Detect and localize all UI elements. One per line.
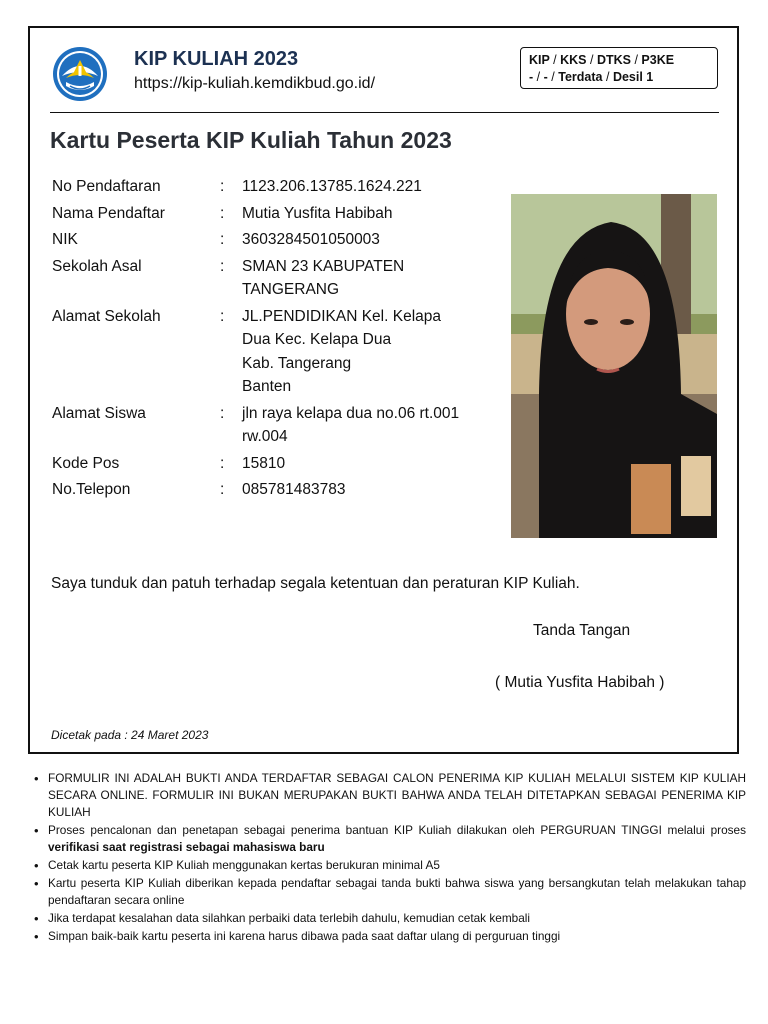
field-value-line: Banten bbox=[242, 378, 292, 395]
field-colon: : bbox=[220, 481, 225, 498]
field-colon: : bbox=[220, 231, 225, 248]
value-dtks: Terdata bbox=[558, 70, 603, 84]
participant-fields bbox=[52, 175, 492, 505]
agreement-text: Saya tunduk dan patuh terhadap segala ketentuan dan peraturan KIP Kuliah. bbox=[51, 575, 580, 592]
field-value bbox=[242, 402, 492, 449]
signature-name: ( Mutia Yusfita Habibah ) bbox=[495, 674, 665, 691]
participant-card bbox=[28, 26, 739, 754]
field-value: 1123.206.13785.1624.221 bbox=[242, 178, 422, 195]
category-box bbox=[520, 47, 718, 89]
category-labels bbox=[529, 52, 709, 69]
participant-photo bbox=[511, 194, 717, 538]
field-value-line: TANGERANG bbox=[242, 281, 340, 298]
category-separator: / bbox=[634, 53, 638, 67]
field-colon: : bbox=[220, 204, 225, 222]
field-colon: : bbox=[220, 178, 225, 195]
category-separator: / bbox=[553, 53, 557, 67]
note-item bbox=[32, 822, 746, 856]
category-p3ke: P3KE bbox=[641, 53, 675, 67]
field-label: Kode Pos bbox=[52, 454, 120, 472]
notes-list bbox=[32, 770, 746, 946]
note-item: • Kartu peserta KIP Kuliah diberikan kepada pendaftar sebagai tanda bukti bahwa siswa yang bersangkutan telah melakukan tahap pendaftaran secara online bbox=[32, 875, 746, 909]
field-label: No.Telepon bbox=[52, 481, 131, 498]
value-kip: - bbox=[529, 70, 534, 84]
signature-label: Tanda Tangan bbox=[533, 622, 631, 639]
category-separator: / bbox=[536, 70, 541, 84]
field-kode-pos bbox=[52, 452, 492, 476]
note-item: • Jika terdapat kesalahan data silahkan perbaiki data terlebih dahulu, kemudian cetak kembali bbox=[32, 910, 746, 927]
header-url: https://kip-kuliah.kemdikbud.go.id/ bbox=[134, 75, 376, 92]
category-dtks: DTKS bbox=[596, 53, 631, 67]
field-label: Sekolah Asal bbox=[52, 257, 142, 275]
note-item: • FORMULIR INI ADALAH BUKTI ANDA TERDAFTAR SEBAGAI CALON PENERIMA KIP KULIAH MELALUI SISTEM KIP KULIAH SECARA ONLINE. FORMULIR INI BUKAN MERUPAKAN BUKTI BAHWA ANDA TELAH DITETAPKAN SEBAGAI PENERIMA KIP KULIAH bbox=[32, 770, 746, 821]
note-bold-text: verifikasi saat registrasi sebagai mahasiswa baru bbox=[48, 840, 325, 854]
category-separator: / bbox=[605, 70, 610, 84]
field-colon: : bbox=[220, 307, 225, 325]
field-alamat-siswa bbox=[52, 402, 492, 449]
field-value bbox=[242, 255, 492, 302]
category-separator: / bbox=[589, 53, 594, 67]
field-no-pendaftaran bbox=[52, 175, 492, 199]
category-values bbox=[529, 69, 709, 86]
field-alamat-sekolah bbox=[52, 305, 492, 399]
field-colon: : bbox=[220, 454, 225, 472]
field-value-line: Dua Kec. Kelapa Dua bbox=[242, 331, 392, 348]
field-colon: : bbox=[220, 257, 225, 275]
value-p3ke: Desil 1 bbox=[612, 70, 654, 84]
category-kip: KIP bbox=[529, 53, 550, 67]
field-value-line: JL.PENDIDIKAN Kel. Kelapa bbox=[242, 307, 442, 325]
field-telepon bbox=[52, 478, 492, 502]
field-nik bbox=[52, 228, 492, 252]
field-label: Alamat Siswa bbox=[52, 404, 146, 422]
field-value: 15810 bbox=[242, 454, 286, 472]
field-label: NIK bbox=[52, 231, 78, 248]
field-value: Mutia Yusfita Habibah bbox=[242, 204, 393, 222]
category-separator: / bbox=[551, 70, 555, 84]
field-label: Nama Pendaftar bbox=[52, 204, 165, 222]
category-kks: KKS bbox=[560, 53, 587, 67]
header-divider bbox=[50, 112, 719, 113]
card-title: Kartu Peserta KIP Kuliah Tahun 2023 bbox=[50, 127, 452, 153]
field-sekolah-asal bbox=[52, 255, 492, 302]
field-nama-pendaftar bbox=[52, 202, 492, 226]
printed-date: Dicetak pada : 24 Maret 2023 bbox=[51, 728, 209, 742]
note-text: Proses pencalonan dan penetapan sebagai penerima bantuan KIP Kuliah dilakukan oleh PERGURUAN TINGGI melalui proses bbox=[48, 823, 746, 837]
field-value-line: Kab. Tangerang bbox=[242, 354, 352, 372]
field-value-line: SMAN 23 KABUPATEN bbox=[242, 257, 405, 275]
header-title: KIP KULIAH 2023 bbox=[134, 48, 299, 70]
field-label: Alamat Sekolah bbox=[52, 307, 161, 325]
note-item: • Simpan baik-baik kartu peserta ini karena harus dibawa pada saat daftar ulang di perguruan tinggi bbox=[32, 928, 746, 945]
field-value: 085781483783 bbox=[242, 481, 346, 498]
field-value-line: jln raya kelapa dua no.06 rt.001 bbox=[242, 404, 460, 422]
field-colon: : bbox=[220, 404, 225, 422]
field-label: No Pendaftaran bbox=[52, 178, 161, 195]
kemdikbud-logo-icon bbox=[52, 46, 108, 102]
field-value: 3603284501050003 bbox=[242, 231, 380, 248]
note-item: • Cetak kartu peserta KIP Kuliah menggunakan kertas berukuran minimal A5 bbox=[32, 857, 746, 874]
field-value-line: rw.004 bbox=[242, 428, 288, 445]
value-kks: - bbox=[543, 70, 548, 84]
field-value bbox=[242, 305, 492, 399]
